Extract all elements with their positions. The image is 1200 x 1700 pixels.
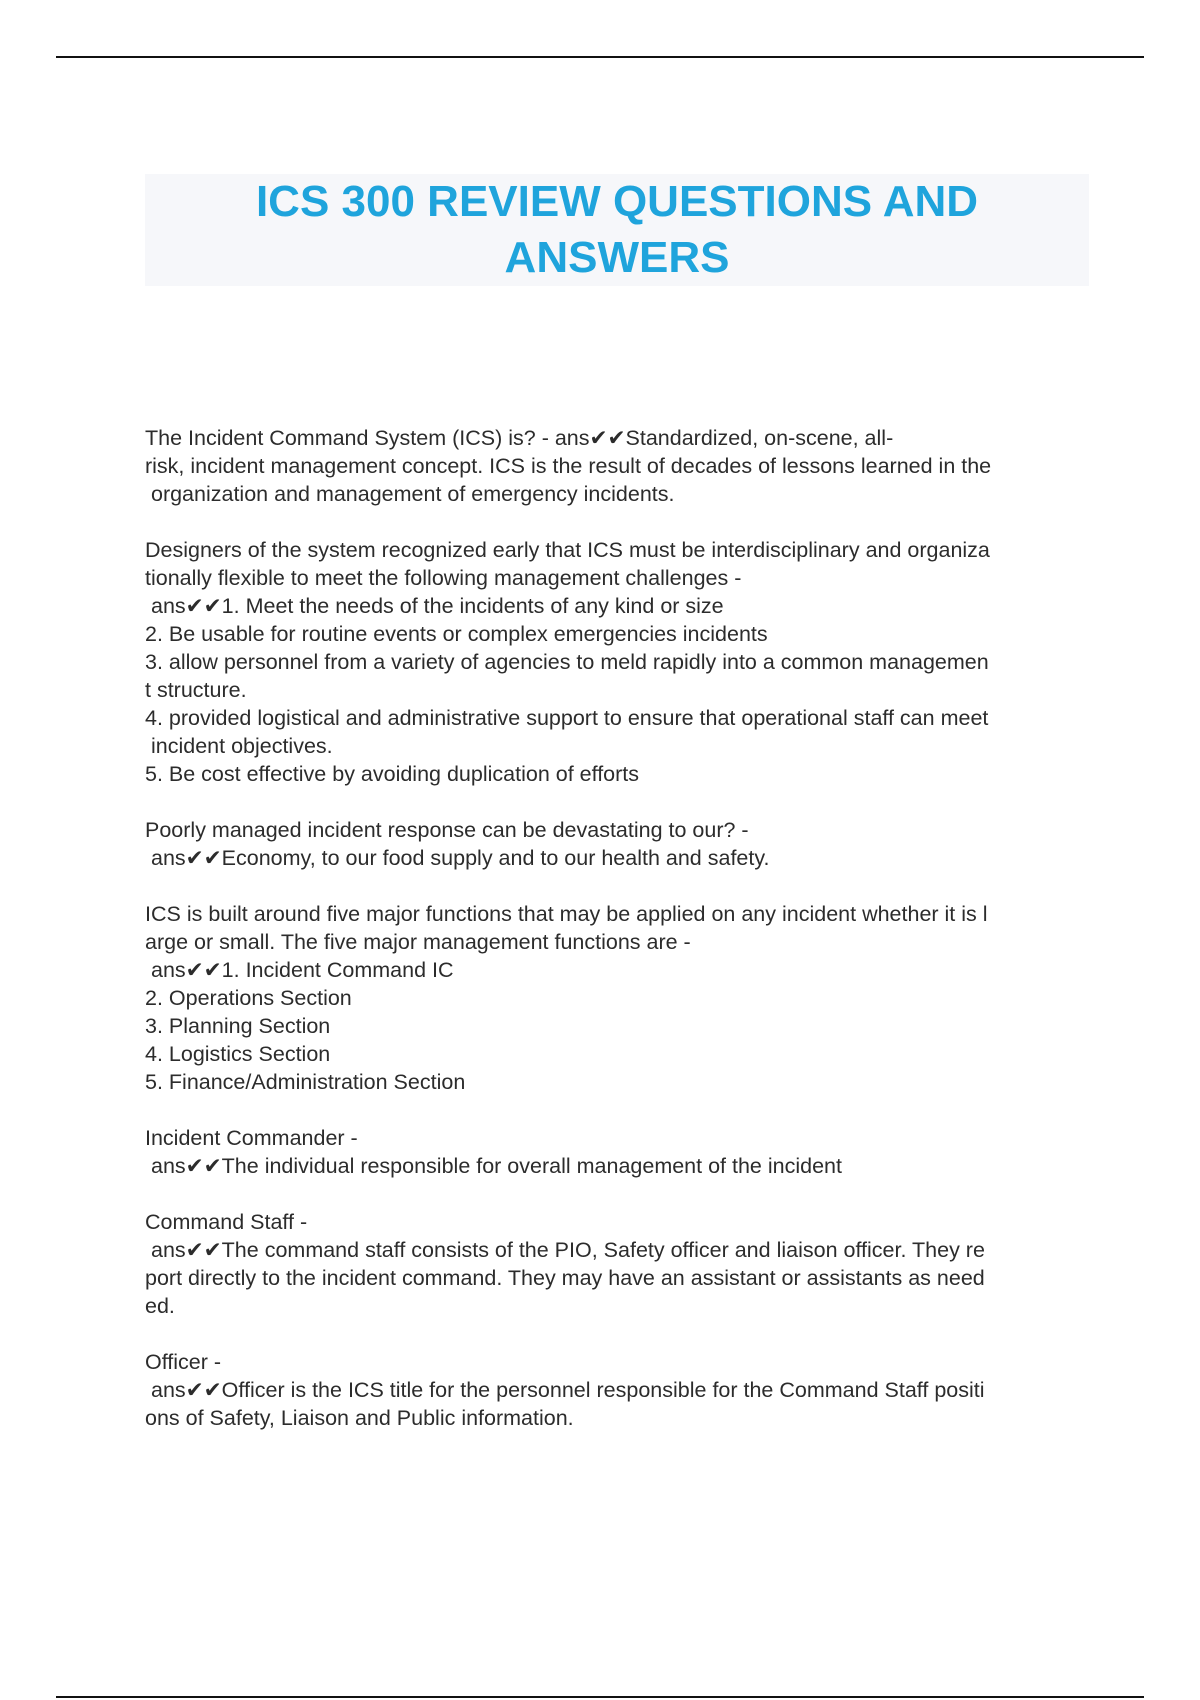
qa-item-ics-definition: The Incident Command System (ICS) is? - ans✔✔Standardized, on-scene, all- risk, incident management concept. ICS is the result of decades of lessons learned in the organization and management of emergency incidents. bbox=[145, 426, 992, 506]
qa-item-incident-commander: Incident Commander - ans✔✔The individual responsible for overall management of the incident bbox=[145, 1126, 842, 1178]
qa-item-management-challenges: Designers of the system recognized early that ICS must be interdisciplinary and organiza tionally flexible to meet the following management challenges - ans✔✔1. Meet the needs of the incidents of any kind or size 2. Be usable for routine events or complex emergencies incidents 3. allow personnel from a variety of agencies to meld rapidly into a common managemen t structure. 4. provided logistical and administrative support to ensure that operational staff can meet incident objectives. 5. Be cost effective by avoiding duplication of efforts bbox=[145, 538, 990, 786]
qa-item-officer: Officer - ans✔✔Officer is the ICS title for the personnel responsible for the Command Staff positi ons of Safety, Liaison and Public information. bbox=[145, 1350, 985, 1430]
document-title: ICS 300 REVIEW QUESTIONS AND ANSWERS bbox=[255, 177, 979, 282]
qa-item-poorly-managed-response: Poorly managed incident response can be devastating to our? - ans✔✔Economy, to our food supply and to our health and safety. bbox=[145, 818, 770, 870]
qa-item-five-major-functions: ICS is built around five major functions that may be applied on any incident whether it is l arge or small. The five major management functions are - ans✔✔1. Incident Command IC 2. Operations Section 3. Planning Section 4. Logistics Section 5. Finance/Administration Section bbox=[145, 902, 988, 1094]
header-rule bbox=[56, 56, 1144, 58]
footer-rule bbox=[56, 1696, 1144, 1698]
qa-item-command-staff: Command Staff - ans✔✔The command staff consists of the PIO, Safety officer and liaison officer. They re port directly to the incident command. They may have an assistant or assistants as need ed. bbox=[145, 1210, 985, 1318]
title-banner bbox=[145, 174, 1089, 286]
qa-list bbox=[145, 424, 1089, 1460]
